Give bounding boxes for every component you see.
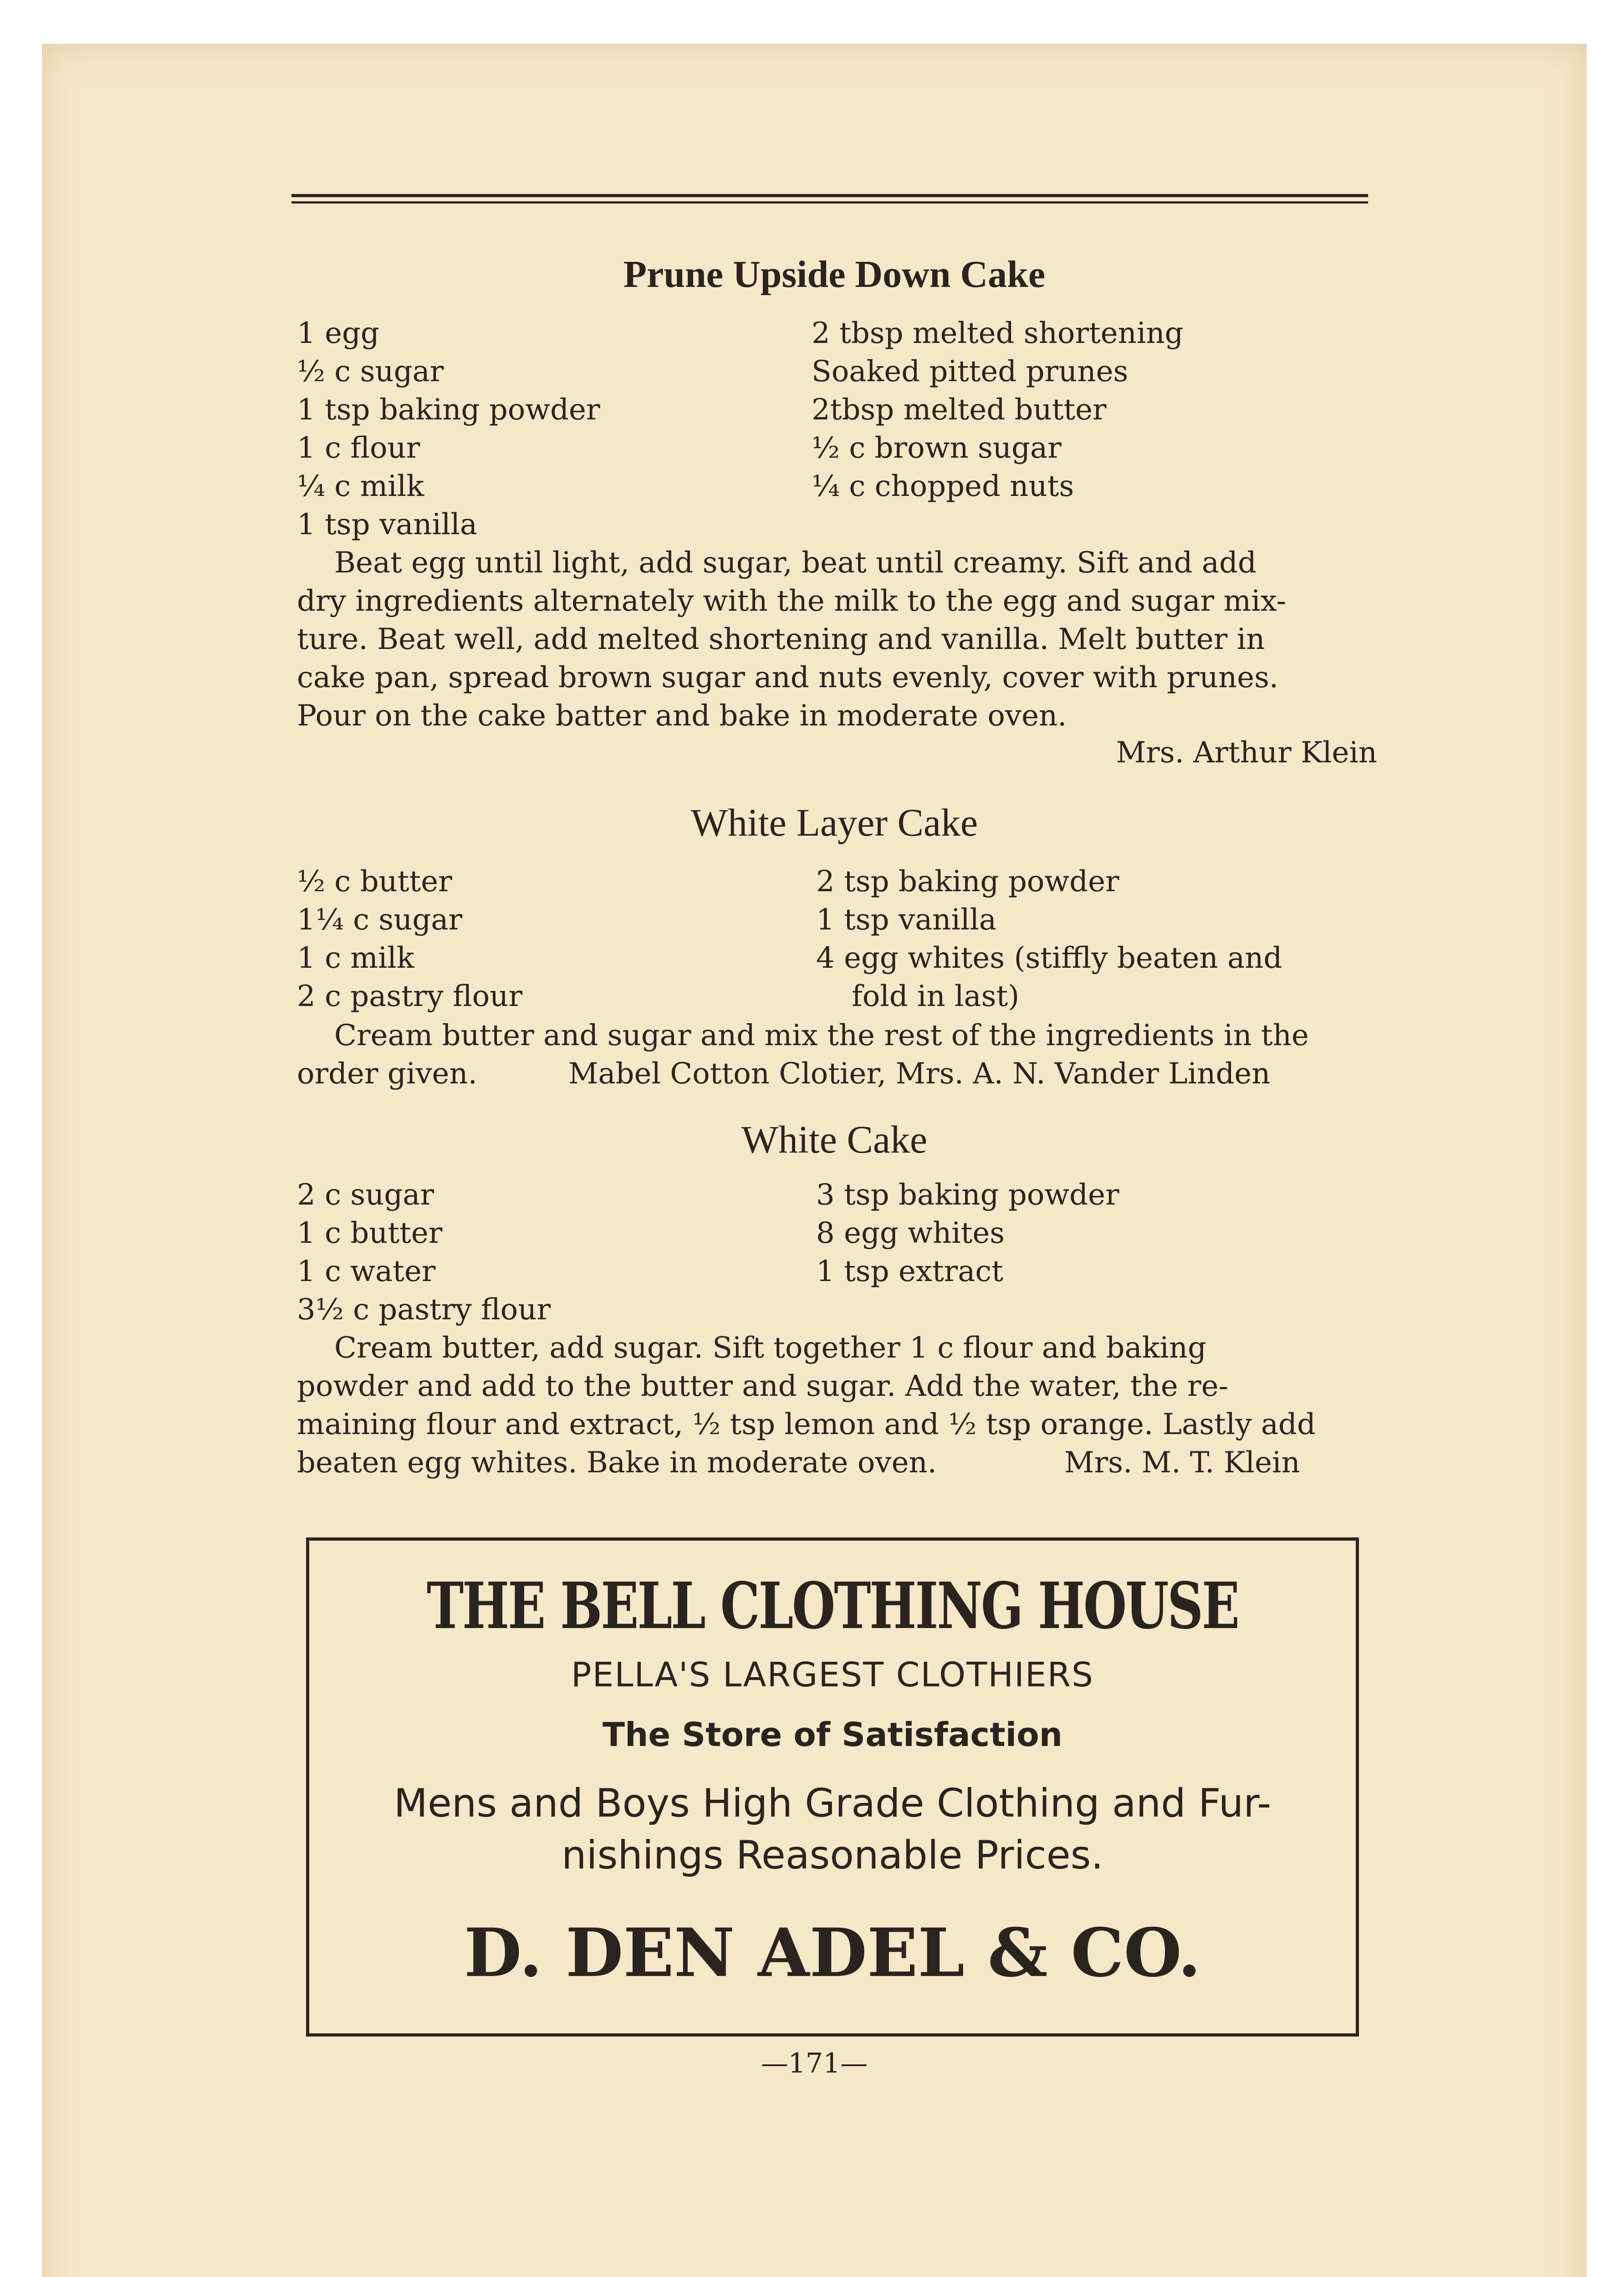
instruction-line	[297, 1444, 1390, 1482]
ingredient: 1 tsp extract	[816, 1255, 1003, 1288]
ad-description-line: Mens and Boys High Grade Clothing and Fur-	[393, 1781, 1272, 1826]
recipe-title: Prune Upside Down Cake	[623, 253, 1046, 296]
instruction-line: Cream butter and sugar and mix the rest of the ingredients in the	[334, 1019, 1309, 1052]
ingredient: ½ c brown sugar	[812, 431, 1062, 465]
recipe-instructions	[297, 544, 1390, 735]
ad-description-line: nishings Reasonable Prices.	[562, 1833, 1103, 1878]
ingredient-list-right	[816, 1176, 1119, 1291]
ingredient: 2 c sugar	[297, 1178, 434, 1212]
page-number: —171—	[761, 2047, 868, 2079]
ingredient-list-right	[816, 863, 1282, 1016]
ad-tagline: PELLA'S LARGEST CLOTHIERS	[571, 1655, 1094, 1695]
ingredient: 1 tsp baking powder	[297, 393, 600, 427]
ingredient-list-left	[297, 314, 600, 544]
ingredient: 3½ c pastry flour	[297, 1293, 551, 1327]
ingredient: 3 tsp baking powder	[816, 1178, 1119, 1212]
advertisement	[306, 1537, 1359, 2037]
instruction-line: cake pan, spread brown sugar and nuts evenly, cover with prunes.	[297, 661, 1279, 694]
ingredient: 1 c flour	[297, 431, 420, 465]
ingredient: 1 c water	[297, 1255, 436, 1288]
ingredient: 1 c milk	[297, 941, 414, 975]
ingredient: 1 tsp vanilla	[816, 903, 997, 937]
ad-description	[309, 1777, 1356, 1881]
ad-store-name: THE BELL CLOTHING HOUSE	[426, 1569, 1239, 1644]
recipe-title: White Layer Cake	[690, 801, 978, 844]
instruction-line: Beat egg until light, add sugar, beat until creamy. Sift and add	[334, 546, 1256, 580]
ingredient: 1 egg	[297, 317, 379, 350]
ingredient: ½ c sugar	[297, 355, 444, 388]
ingredient: 1 c butter	[297, 1216, 443, 1250]
ingredient: ½ c butter	[297, 865, 452, 899]
instruction-line: powder and add to the butter and sugar. Add the water, the re-	[297, 1369, 1229, 1403]
ingredient: 1¼ c sugar	[297, 903, 463, 937]
ingredient: ¼ c milk	[297, 470, 424, 503]
book-page	[42, 44, 1587, 2277]
ad-company-name: D. DEN ADEL & CO.	[464, 1914, 1201, 1992]
ad-slogan: The Store of Satisfaction	[602, 1715, 1063, 1754]
ingredient: 2 tsp baking powder	[816, 865, 1119, 899]
ingredient: 2 tbsp melted shortening	[812, 317, 1184, 350]
ingredient: 8 egg whites	[816, 1216, 1005, 1250]
ingredient: fold in last)	[852, 980, 1020, 1013]
header-rule-top	[291, 194, 1368, 197]
instruction-line: Pour on the cake batter and bake in moderate oven.	[297, 699, 1067, 733]
instruction-line: ture. Beat well, add melted shortening and vanilla. Melt butter in	[297, 623, 1265, 656]
instruction-line: Cream butter, add sugar. Sift together 1 c flour and baking	[334, 1331, 1207, 1365]
recipe-author: Mabel Cotton Clotier, Mrs. A. N. Vander Linden	[568, 1057, 1271, 1091]
recipe-author: Mrs. M. T. Klein	[1064, 1446, 1300, 1480]
ingredient: ¼ c chopped nuts	[812, 470, 1074, 503]
header-rule-bottom	[291, 201, 1368, 204]
recipe-title: White Cake	[741, 1118, 928, 1161]
recipe-instructions	[297, 1016, 1390, 1093]
recipe-author: Mrs. Arthur Klein	[1116, 736, 1377, 770]
ingredient-list-left	[297, 1176, 551, 1329]
ingredient-list-right	[812, 314, 1184, 505]
instruction-line: maining flour and extract, ½ tsp lemon and ½ tsp orange. Lastly add	[297, 1408, 1316, 1441]
instruction-line: dry ingredients alternately with the milk to the egg and sugar mix-	[297, 584, 1287, 618]
instruction-text: beaten egg whites. Bake in moderate oven.	[297, 1446, 937, 1480]
recipe-instructions	[297, 1329, 1390, 1482]
ingredient: 4 egg whites (stiffly beaten and	[816, 941, 1282, 975]
ingredient: 1 tsp vanilla	[297, 508, 478, 541]
ingredient: 2tbsp melted butter	[812, 393, 1107, 427]
ingredient: 2 c pastry flour	[297, 980, 523, 1013]
ingredient-list-left	[297, 863, 522, 1016]
instruction-text: order given.	[297, 1057, 477, 1091]
instruction-line	[297, 1055, 1390, 1093]
ingredient: Soaked pitted prunes	[812, 355, 1129, 388]
